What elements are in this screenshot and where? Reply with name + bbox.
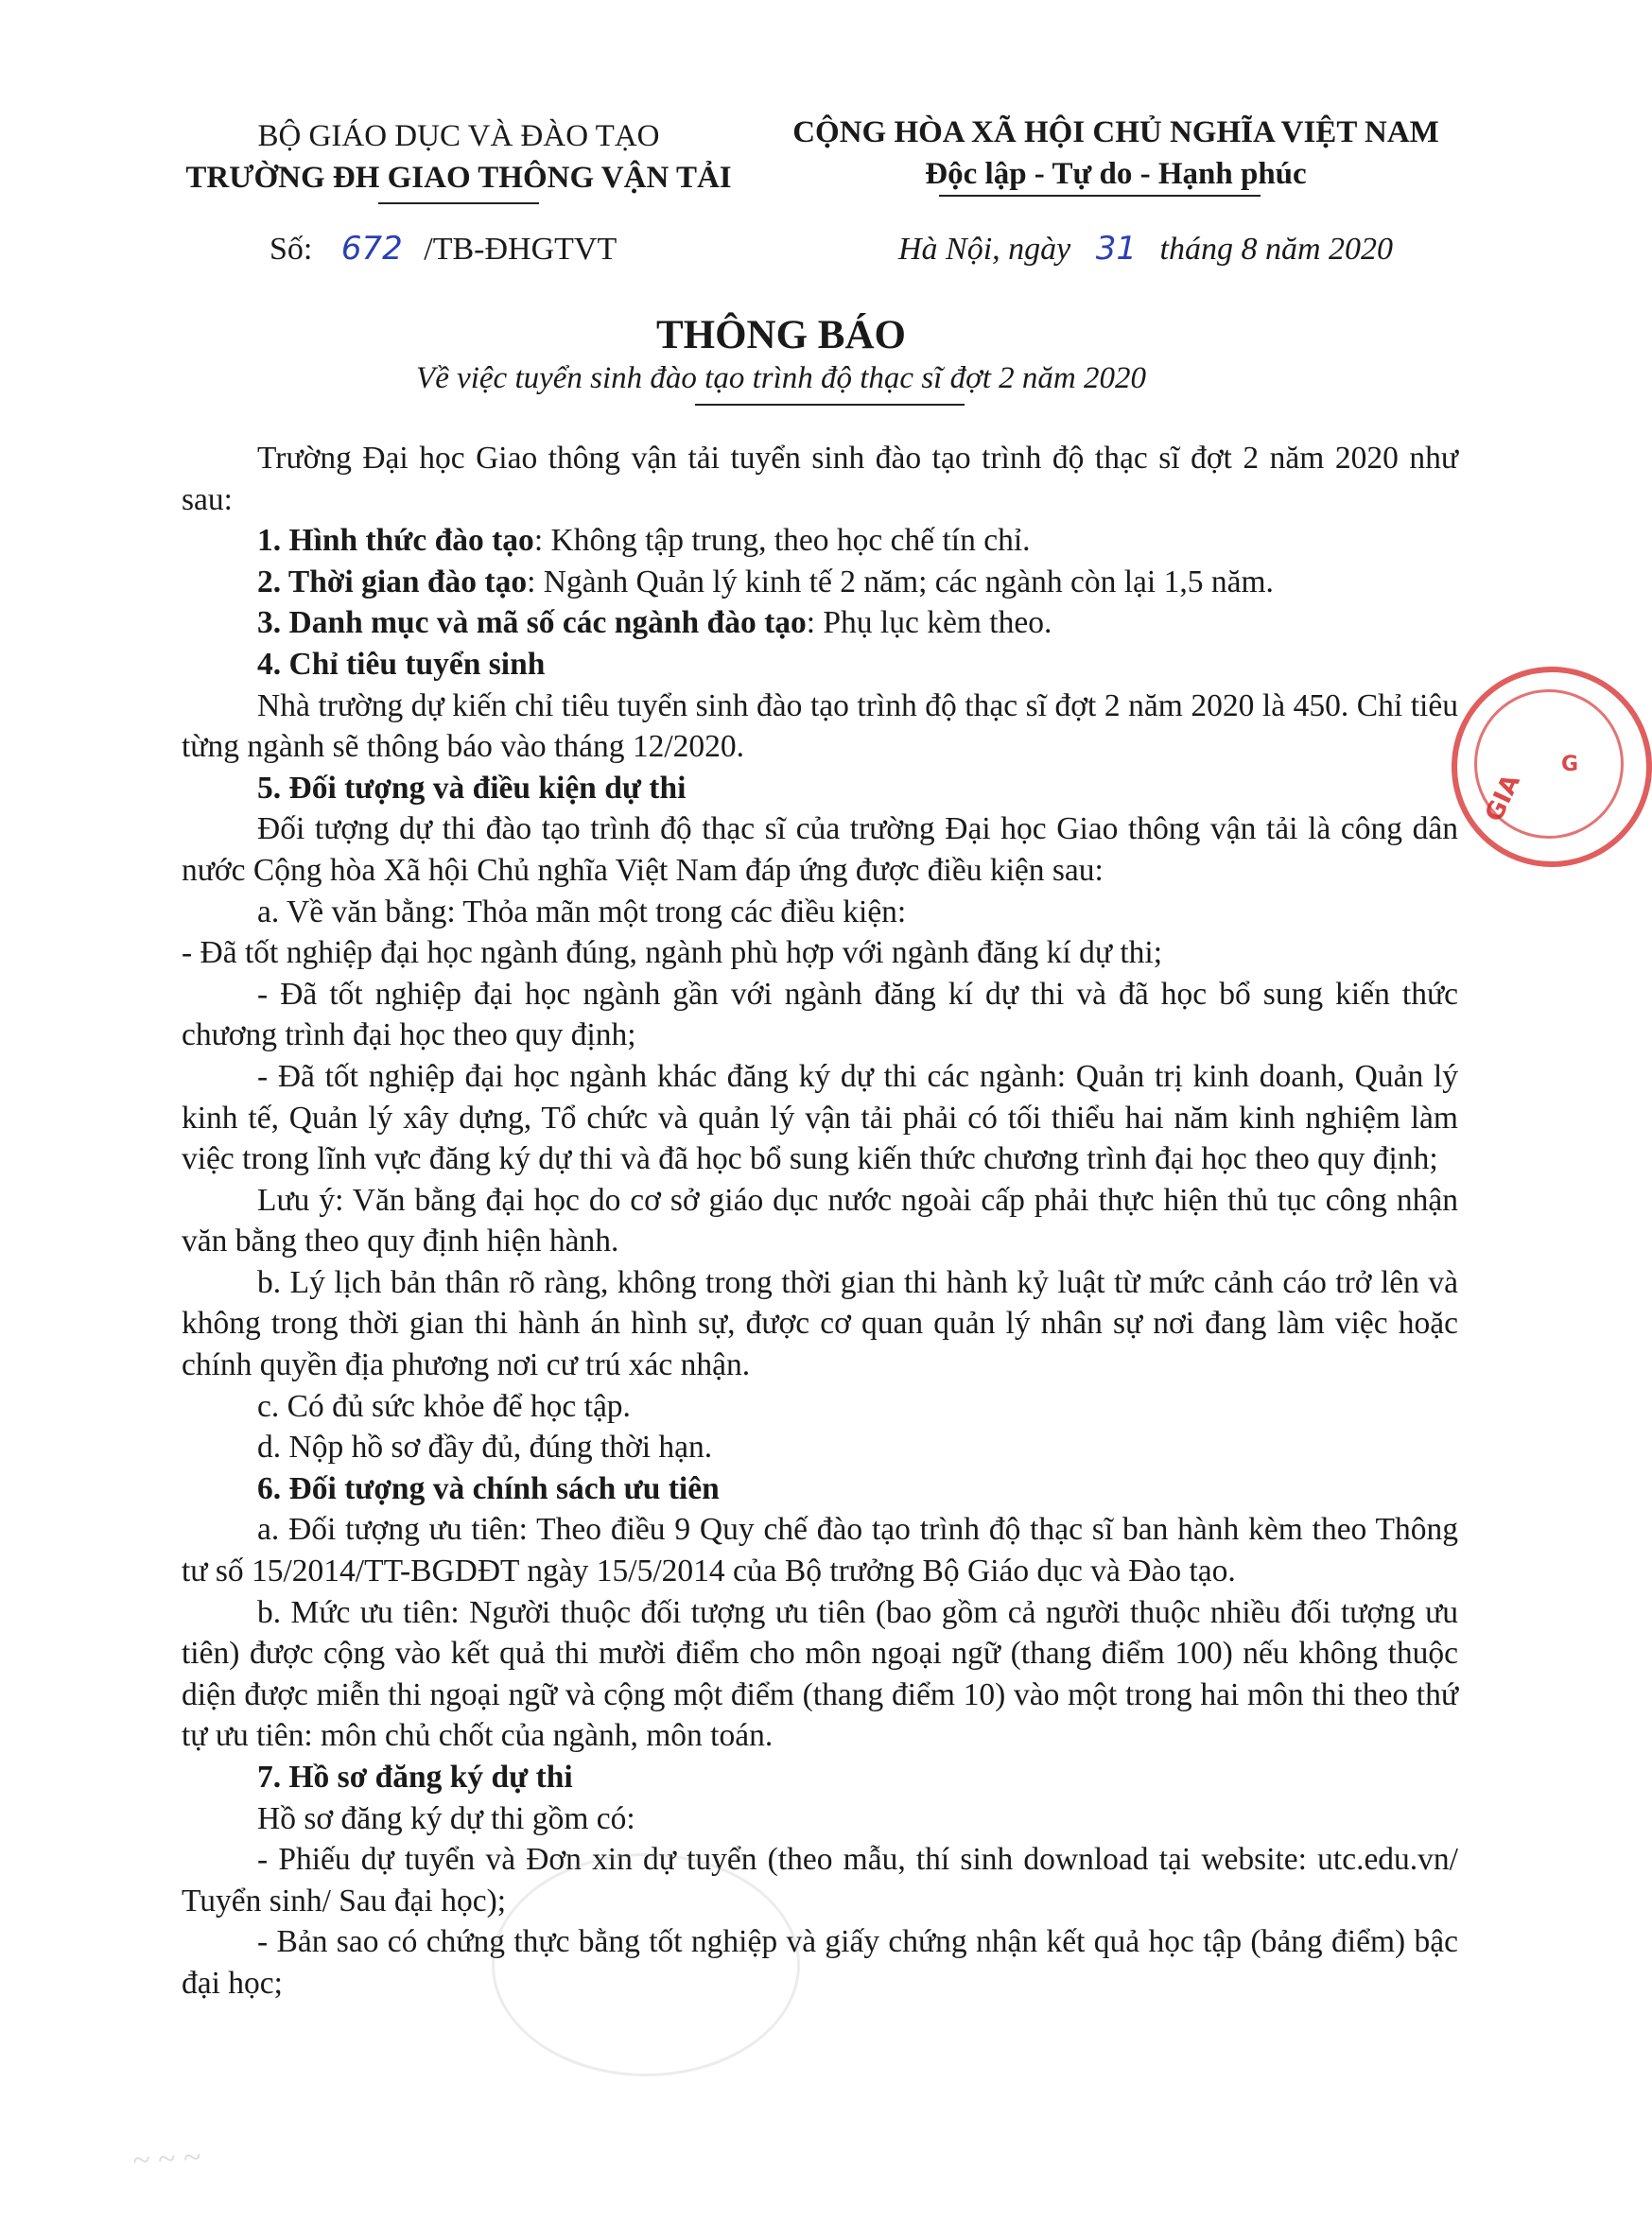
section-3-text: : Phụ lục kèm theo. bbox=[806, 605, 1052, 641]
section-5-item-d: d. Nộp hồ sơ đầy đủ, đúng thời hạn. bbox=[257, 1430, 713, 1466]
section-5-item-a3: - Đã tốt nghiệp đại học ngành khác đăng ký dự thi các ngành: Quản trị kinh doanh, Quản lý kinh tế, Quản lý xây dựng, Tổ chức và quản lý vận tải phải có tối thiểu hai năm kinh nghiệm làm việc trong lĩnh vực đăng ký dự thi và đã học bổ sung kiến thức chương trình đại học theo quy định; bbox=[182, 1058, 1458, 1177]
section-5-item-c: c. Có đủ sức khỏe để học tập. bbox=[257, 1388, 631, 1424]
seal-text-left: GIA bbox=[1480, 770, 1526, 826]
section-1-heading: 1. Hình thức đào tạo bbox=[257, 523, 534, 559]
document-title: THÔNG BÁO bbox=[655, 313, 906, 357]
document-body bbox=[182, 438, 1458, 2005]
section-4-heading: 4. Chỉ tiêu tuyển sinh bbox=[257, 646, 546, 682]
subtitle-underline bbox=[695, 404, 965, 406]
section-7-item-1: - Phiếu dự tuyển và Đơn xin dự tuyển (theo mẫu, thí sinh download tại website: utc.edu.vn/ Tuyển sinh/ Sau đại học); bbox=[182, 1842, 1458, 1918]
section-4-paragraph: Nhà trường dự kiến chỉ tiêu tuyển sinh đào tạo trình độ thạc sĩ đợt 2 năm 2020 là 450. Chỉ tiêu từng ngành sẽ thông báo vào tháng 12/2020. bbox=[182, 687, 1458, 765]
section-5-item-b: b. Lý lịch bản thân rõ ràng, không trong thời gian thi hành kỷ luật từ mức cảnh cáo trở lên và không trong thời gian thi hành án hình sự, được cơ quan quản lý nhân sự nơi đang làm việc hoặc chính quyền địa phương nơi cư trú xác nhận. bbox=[182, 1264, 1458, 1383]
official-seal-icon bbox=[1452, 667, 1652, 867]
section-6-item-a: a. Đối tượng ưu tiên: Theo điều 9 Quy chế đào tạo trình độ thạc sĩ ban hành kèm theo Thông tư số 15/2014/TT-BGDĐT ngày 15/5/2014 của Bộ trưởng Bộ Giáo dục và Đào tạo. bbox=[182, 1512, 1458, 1589]
section-6-item-b: b. Mức ưu tiên: Người thuộc đối tượng ưu tiên (bao gồm cả người thuộc nhiều đối tượng ưu tiên) được cộng vào kết quả thi mười điểm cho môn ngoại ngữ (thang điểm 100) nếu không thuộc diện được miễn thi ngoại ngữ và cộng một điểm (thang điểm 10) vào một trong hai môn thi theo thứ tự ưu tiên: môn chủ chốt của ngành, môn toán. bbox=[182, 1594, 1458, 1754]
section-1-text: : Không tập trung, theo học chế tín chỉ. bbox=[533, 523, 1031, 559]
section-5-item-a1: - Đã tốt nghiệp đại học ngành đúng, ngành phù hợp với ngành đăng kí dự thi; bbox=[182, 935, 1163, 971]
document-subtitle: Về việc tuyển sinh đào tạo trình độ thạc sĩ đợt 2 năm 2020 bbox=[416, 361, 1146, 395]
seal-text-right: G bbox=[1561, 753, 1579, 776]
document-date bbox=[898, 230, 1393, 268]
section-2-heading: 2. Thời gian đào tạo bbox=[257, 564, 528, 599]
section-1 bbox=[182, 520, 1458, 562]
country-name: CỘNG HÒA XÃ HỘI CHỦ NGHĨA VIỆT NAM bbox=[792, 115, 1439, 149]
date-suffix: tháng 8 năm 2020 bbox=[1159, 232, 1394, 267]
section-3-heading: 3. Danh mục và mã số các ngành đào tạo bbox=[257, 605, 807, 641]
date-day: 31 bbox=[1095, 230, 1138, 268]
reference-prefix: Số: bbox=[270, 232, 313, 267]
university-name: TRƯỜNG ĐH GIAO THÔNG VẬN TẢI bbox=[185, 161, 732, 195]
intro-paragraph: Trường Đại học Giao thông vận tải tuyển sinh đào tạo trình độ thạc sĩ đợt 2 năm 2020 như sau: bbox=[182, 441, 1458, 517]
section-3 bbox=[182, 602, 1458, 644]
section-5-note: Lưu ý: Văn bằng đại học do cơ sở giáo dục nước ngoài cấp phải thực hiện thủ tục công nhận văn bằng theo quy định hiện hành. bbox=[182, 1182, 1458, 1259]
issuer-block bbox=[156, 115, 761, 199]
section-5-heading: 5. Đối tượng và điều kiện dự thi bbox=[257, 770, 687, 806]
bleed-through-signature-icon: ~ ~ ~ bbox=[131, 2140, 202, 2179]
reference-suffix: /TB-ĐHGTVT bbox=[424, 232, 617, 267]
section-2 bbox=[182, 562, 1458, 603]
ministry-name: BỘ GIÁO DỤC VÀ ĐÀO TẠO bbox=[257, 119, 660, 153]
section-7-item-2: - Bản sao có chứng thực bằng tốt nghiệp và giấy chứng nhận kết quả học tập (bảng điểm) bậc đại học; bbox=[182, 1924, 1458, 2001]
document-reference bbox=[270, 230, 617, 268]
section-7-paragraph: Hồ sơ đăng ký dự thi gồm có: bbox=[257, 1800, 635, 1836]
national-motto: Độc lập - Tự do - Hạnh phúc bbox=[925, 157, 1307, 191]
section-7-heading: 7. Hồ sơ đăng ký dự thi bbox=[257, 1760, 573, 1795]
reference-number: 672 bbox=[340, 230, 403, 268]
section-2-text: : Ngành Quản lý kinh tế 2 năm; các ngành còn lại 1,5 năm. bbox=[527, 564, 1274, 599]
motto-underline bbox=[939, 195, 1261, 197]
bleed-through-seal-icon bbox=[492, 1853, 800, 2076]
section-5-paragraph: Đối tượng dự thi đào tạo trình độ thạc sĩ của trường Đại học Giao thông vận tải là công dân nước Cộng hòa Xã hội Chủ nghĩa Việt Nam đáp ứng được điều kiện sau: bbox=[182, 811, 1458, 888]
issuer-underline bbox=[378, 202, 539, 204]
section-5-item-a: a. Về văn bằng: Thỏa mãn một trong các điều kiện: bbox=[257, 894, 907, 929]
date-prefix: Hà Nội, ngày bbox=[898, 232, 1071, 267]
national-motto-block bbox=[775, 112, 1456, 195]
section-6-heading: 6. Đối tượng và chính sách ưu tiên bbox=[257, 1470, 720, 1506]
section-5-item-a2: - Đã tốt nghiệp đại học ngành gần với ngành đăng kí dự thi và đã học bổ sung kiến thức chương trình đại học theo quy định; bbox=[182, 976, 1458, 1053]
